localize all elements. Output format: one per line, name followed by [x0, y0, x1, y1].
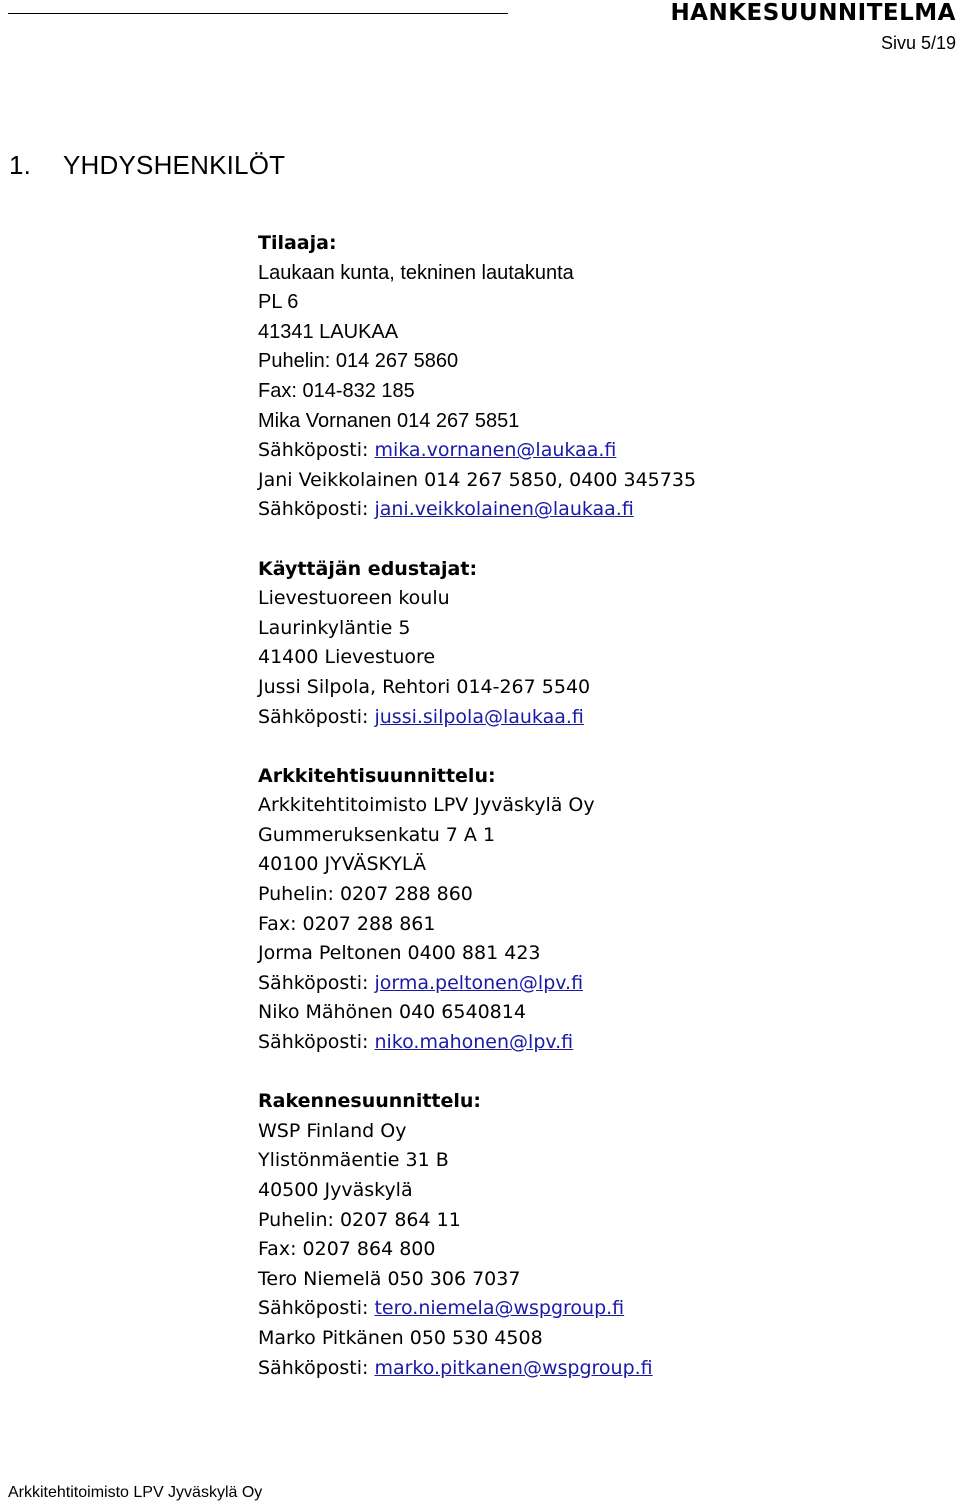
rakenne-postal: 40500 Jyväskylä: [258, 1179, 413, 1201]
rakenne-org: WSP Finland Oy: [258, 1119, 407, 1142]
arkkitehti-postal: 40100 JYVÄSKYLÄ: [258, 853, 426, 876]
tilaaja-heading: Tilaaja:: [258, 232, 337, 254]
kayttaja-org: Lievestuoreen koulu: [258, 587, 450, 610]
tilaaja-postal: 41341 LAUKAA: [258, 320, 399, 343]
rakenne-phone: Puhelin: 0207 864 11: [258, 1208, 461, 1231]
email-label: Sähköposti:: [258, 498, 369, 521]
arkkitehti-email-row-1: [258, 969, 938, 999]
rakenne-heading: Rakennesuunnittelu:: [258, 1090, 482, 1113]
spacer: [258, 1058, 938, 1088]
email-label: Sähköposti:: [258, 1031, 369, 1054]
email-label: Sähköposti:: [258, 1297, 369, 1320]
tilaaja-org: Laukaan kunta, tekninen lautakunta: [258, 261, 574, 284]
kayttaja-postal: 41400 Lievestuore: [258, 646, 436, 669]
email-link[interactable]: jani.veikkolainen@laukaa.fi: [374, 498, 634, 521]
tilaaja-fax: Fax: 014-832 185: [258, 379, 415, 402]
rakenne-email-row-1: [258, 1294, 938, 1324]
email-link[interactable]: marko.pitkanen@wspgroup.fi: [374, 1356, 653, 1379]
kayttaja-contact-1: Jussi Silpola, Rehtori 014-267 5540: [258, 675, 591, 698]
arkkitehti-phone: Puhelin: 0207 288 860: [258, 883, 473, 906]
rakenne-fax: Fax: 0207 864 800: [258, 1238, 436, 1261]
arkkitehti-contact-2: Niko Mähönen 040 6540814: [258, 1001, 526, 1024]
kayttaja-email-row-1: [258, 703, 938, 733]
document-title: HANKESUUNNITELMA: [670, 0, 956, 26]
contacts-list: [258, 229, 938, 1383]
spacer: [258, 732, 938, 762]
email-link[interactable]: mika.vornanen@laukaa.fi: [374, 439, 617, 462]
rakenne-contact-2: Marko Pitkänen 050 530 4508: [258, 1326, 543, 1349]
spacer: [258, 525, 938, 555]
rakenne-contact-1: Tero Niemelä 050 306 7037: [258, 1267, 521, 1290]
email-label: Sähköposti:: [258, 439, 369, 462]
section-heading: [9, 149, 285, 181]
rakenne-street: Ylistönmäentie 31 B: [258, 1149, 449, 1172]
page-number: Sivu 5/19: [880, 33, 956, 53]
email-label: Sähköposti:: [258, 971, 369, 994]
rakenne-block: [258, 1087, 938, 1383]
kayttaja-heading: Käyttäjän edustajat:: [258, 557, 478, 580]
footer-company: Arkkitehtitoimisto LPV Jyväskylä Oy: [8, 1484, 263, 1501]
email-link[interactable]: jussi.silpola@laukaa.fi: [374, 705, 584, 728]
tilaaja-po-box: PL 6: [258, 291, 299, 314]
arkkitehti-org: Arkkitehtitoimisto LPV Jyväskylä Oy: [258, 794, 595, 817]
email-link[interactable]: jorma.peltonen@lpv.fi: [374, 971, 584, 994]
email-label: Sähköposti:: [258, 705, 369, 728]
email-label: Sähköposti:: [258, 1356, 369, 1379]
arkkitehti-heading: Arkkitehtisuunnittelu:: [258, 764, 496, 787]
tilaaja-contact-2: Jani Veikkolainen 014 267 5850, 0400 345735: [258, 468, 697, 491]
email-link[interactable]: niko.mahonen@lpv.fi: [374, 1031, 574, 1054]
kayttaja-block: [258, 555, 938, 733]
tilaaja-contact-1: Mika Vornanen 014 267 5851: [258, 409, 520, 432]
tilaaja-block: [258, 229, 938, 525]
email-link[interactable]: tero.niemela@wspgroup.fi: [374, 1297, 625, 1320]
tilaaja-email-row-2: [258, 495, 938, 525]
arkkitehti-street: Gummeruksenkatu 7 A 1: [258, 823, 496, 846]
tilaaja-email-row-1: [258, 436, 938, 466]
section-number: 1.: [9, 150, 32, 180]
arkkitehti-contact-1: Jorma Peltonen 0400 881 423: [258, 942, 541, 965]
arkkitehti-email-row-2: [258, 1028, 938, 1058]
header-rule: [8, 13, 508, 14]
tilaaja-phone: Puhelin: 014 267 5860: [258, 350, 459, 373]
arkkitehti-block: [258, 762, 938, 1058]
rakenne-email-row-2: [258, 1354, 938, 1384]
section-title: YHDYSHENKILÖT: [63, 150, 286, 180]
kayttaja-street: Laurinkyläntie 5: [258, 616, 411, 639]
arkkitehti-fax: Fax: 0207 288 861: [258, 912, 436, 935]
